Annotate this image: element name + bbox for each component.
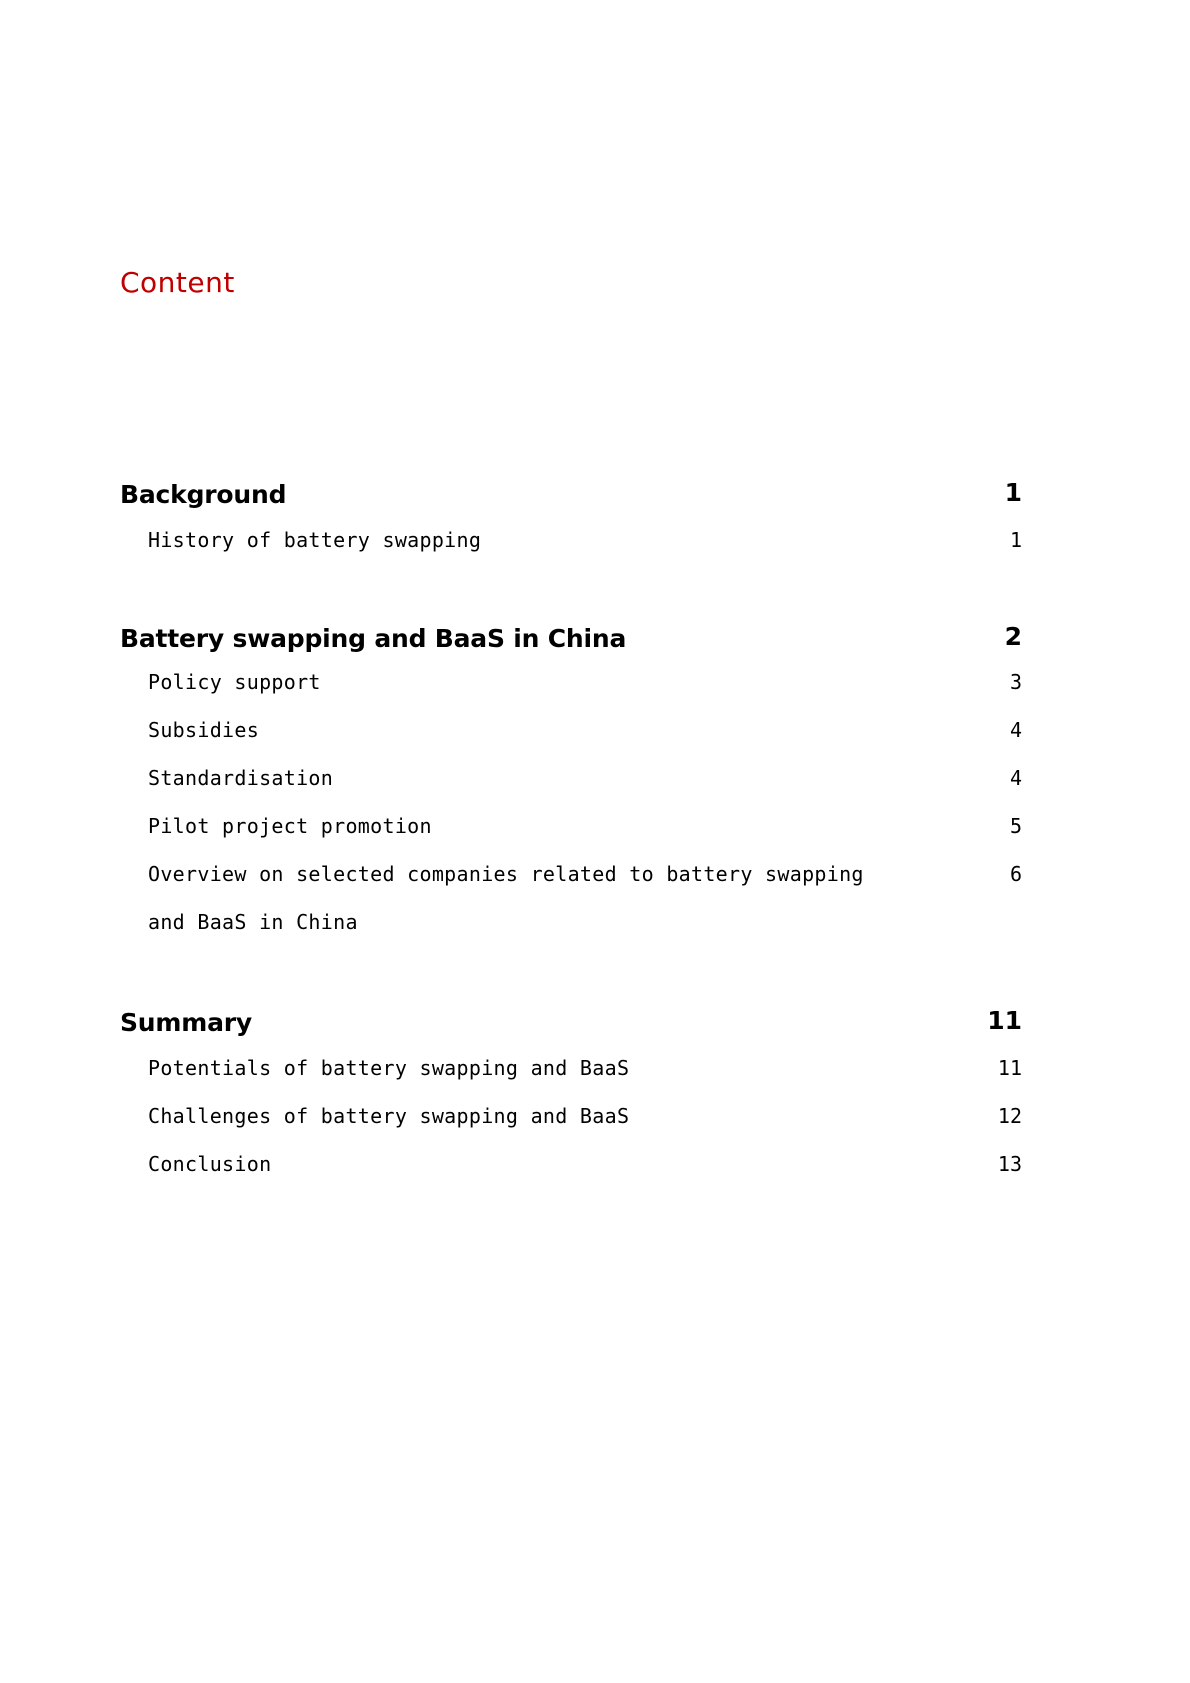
toc-item-page-number: 4 [1009,718,1022,742]
toc-heading-page-number: 2 [1004,622,1022,651]
toc-item-page-number: 12 [997,1104,1022,1128]
toc-item-pilot-project[interactable]: Pilot project promotion [148,814,432,838]
toc-item-standardisation[interactable]: Standardisation [148,766,334,790]
toc-item-overview-companies[interactable]: Overview on selected companies related to battery swapping [148,862,864,886]
toc-heading-china[interactable]: Battery swapping and BaaS in China [120,624,627,653]
toc-heading-background[interactable]: Background [120,480,287,509]
toc-item-challenges[interactable]: Challenges of battery swapping and BaaS [148,1104,630,1128]
toc-item-page-number: 6 [1009,862,1022,886]
toc-item-page-number: 11 [997,1056,1022,1080]
toc-item-potentials[interactable]: Potentials of battery swapping and BaaS [148,1056,630,1080]
toc-item-history[interactable]: History of battery swapping [148,528,482,552]
toc-item-page-number: 5 [1009,814,1022,838]
toc-heading-summary[interactable]: Summary [120,1008,252,1037]
toc-heading-page-number: 11 [987,1006,1022,1035]
toc-item-page-number: 4 [1009,766,1022,790]
toc-item-page-number: 3 [1009,670,1022,694]
toc-item-subsidies[interactable]: Subsidies [148,718,260,742]
toc-item-page-number: 1 [1009,528,1022,552]
toc-item-page-number: 13 [997,1152,1022,1176]
toc-item-overview-companies-continued[interactable]: and BaaS in China [148,910,358,934]
toc-item-policy-support[interactable]: Policy support [148,670,321,694]
page-title: Content [120,266,235,299]
toc-item-conclusion[interactable]: Conclusion [148,1152,272,1176]
toc-heading-page-number: 1 [1004,478,1022,507]
